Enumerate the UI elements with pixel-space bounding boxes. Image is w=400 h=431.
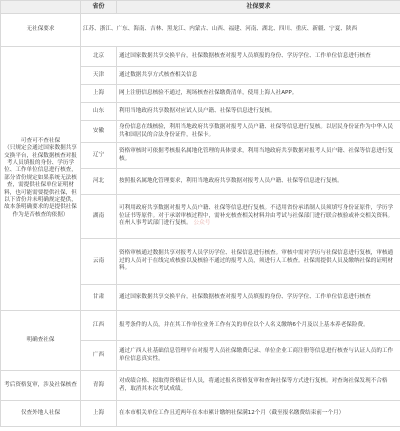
province-cell: 上海: [81, 85, 117, 103]
header-category: [1, 1, 81, 14]
category-cell: 无社保要求: [1, 14, 81, 47]
province-cell: 河北: [81, 169, 117, 195]
table-row: [1, 311, 400, 341]
category-cell: 考后资格复审，涉及社保核查: [1, 371, 81, 401]
requirement-cell: 利用当地政府共享数据对应试人员户籍、社保等信息进行复核。: [117, 103, 400, 121]
requirement-cell: 身份信息在线核验，利用当地政府共享数据对报考人员户籍、社保等信息进行复核。以居民身份证作为中华人民共和国居民的合法身份证件，社保卡。: [117, 121, 400, 143]
province-cell: 辽宁: [81, 143, 117, 169]
category-cell: 可查可不查社保 （只规定会通过国家数据共享交换平台，社保数据核查对报考人员填报的身份、学历学位、工作单位信息进行核查，部分省份规定如果系统无法核查，需提供社保单位证明材料，也可能需要提供社保，但以下省份并未明确规定提供，故本条明确要求的是提供社保作为是否核查的依据）: [1, 47, 81, 311]
requirement-cell: 通过数据共享方式核查相关信息: [117, 67, 400, 85]
province-cell: 山东: [81, 103, 117, 121]
requirement-cell: 通过国家数据共享交换平台，社保数据核查对报考人员填报的身份、学历学位、工作单位信息进行核查: [117, 285, 400, 311]
table-row: [1, 371, 400, 401]
province-cell: 安徽: [81, 121, 117, 143]
header-requirement: 社保要求: [117, 1, 400, 14]
province-cell: 青海: [81, 371, 117, 401]
requirement-cell: 通过广西人社基础信息管理平台对报考人员社保缴费记录、单位企业工商注册等信息进行核查与认证人员的工作单位信息真实性。: [117, 341, 400, 371]
category-cell: 明确查社保: [1, 311, 81, 371]
table-row: [1, 14, 400, 47]
table-header-row: [1, 1, 400, 14]
province-cell: 湖南: [81, 195, 117, 239]
requirement-cell: 在本市相关单位工作且近两年在本市累计缴纳社保满12个月（截至报名缴费结束前一个月）: [117, 401, 400, 427]
requirement-text: 可利用政府共享数据对报考人员户籍、社保等信息进行复核。不适用省份承诺制人员须填写身份证原件，学历学位证书等原件。对于承诺审核过程中，需补充核查相关材料并由考试与社保部门进行联合核验或补交相关资料。在州人事考试部门进行复核。: [119, 205, 394, 227]
province-cell: 江西: [81, 311, 117, 341]
requirement-cell: [117, 195, 400, 239]
requirement-cell: 对成绩合格、拟取得资格证书人员，将通过报名资格复审和查询社保等方式进行复核。对查询社保发现不合格者，取消其本次考试成绩。: [117, 371, 400, 401]
province-cell: 甘肃: [81, 285, 117, 311]
category-cell: 仅查外地人社保: [1, 401, 81, 427]
requirement-cell: 网上注册信息核验不通过，现场核查社保缴费清单，使用上海人社APP。: [117, 85, 400, 103]
province-cell: 上海: [81, 401, 117, 427]
province-cell: 广西: [81, 341, 117, 371]
province-list-cell: 江苏、浙江、广东、海南、吉林、黑龙江、内蒙古、山西、福建、河南、湖北、四川、重庆、新疆、宁夏、陕西: [81, 14, 400, 47]
requirement-cell: 报考条件的人员，并在其工作单位业务工作有关的单位以个人名义缴纳6个月及以上基本养老保险费。: [117, 311, 400, 341]
header-province: 省份: [81, 1, 117, 14]
watermark-text: 公众号: [193, 220, 211, 227]
province-cell: 天津: [81, 67, 117, 85]
requirement-cell: 通过国家数据共享交换平台，社保数据核查对报考人员填报的身份、学历学位、工作单位信息进行核查: [117, 47, 400, 67]
requirement-cell: 资格审核通过数据共享对报考人员学历学位、社保信息进行核查。审核中需对学历与社保信息进行复核，审核通过的人员对于在线完成核验以及核验不通过的报考人员，须进行人工核查。社保需提供人员及缴纳社保的证明材料。: [117, 239, 400, 285]
table-row: [1, 401, 400, 427]
province-cell: 北京: [81, 47, 117, 67]
requirement-cell: 按照报名属地化管理要求，利用当地政府共享数据对报考人员户籍、社保等信息进行复核。: [117, 169, 400, 195]
province-cell: 云南: [81, 239, 117, 285]
table-row: [1, 47, 400, 67]
requirement-cell: 资格审核时可依据考核报名属地化管理的具体要求，利用当地政府共享数据对报考人员户籍、社保等信息进行复核。: [117, 143, 400, 169]
